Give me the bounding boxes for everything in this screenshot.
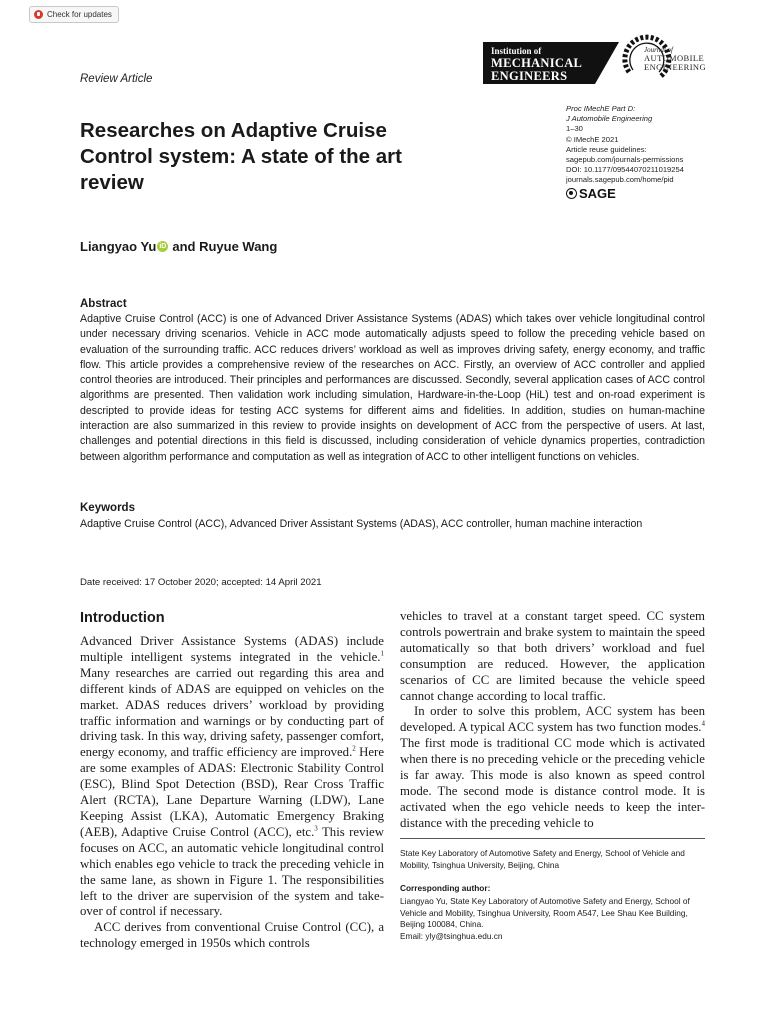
abstract-heading: Abstract bbox=[80, 298, 127, 310]
sage-logo-icon bbox=[566, 188, 577, 199]
author-list bbox=[80, 239, 277, 254]
journal-name-line2: ENGINEERING bbox=[644, 62, 706, 72]
corresponding-author-heading: Corresponding author: bbox=[400, 883, 491, 893]
body-column-left bbox=[80, 634, 384, 952]
article-title: Researches on Adaptive Cruise Control system: A state of the art review bbox=[80, 119, 402, 194]
citation-ref[interactable]: 4 bbox=[701, 720, 705, 729]
check-for-updates-button[interactable] bbox=[29, 6, 119, 23]
intro-paragraph-1 bbox=[80, 634, 384, 920]
citation-ref[interactable]: 3 bbox=[314, 824, 318, 833]
author-affiliation: State Key Laboratory of Automotive Safety and Energy, School of Vehicle and Mobility, Tsinghua University, Beijing, China bbox=[400, 848, 685, 870]
text-run: In order to solve this problem, ACC system has been developed. A typical ACC system has two function modes. bbox=[400, 704, 705, 735]
text-run: This review focuses on ACC, an automatic vehicle longitudinal control which enables ego vehicle to track the preceding vehicle in the same lane, as shown in Figure 1. The responsibilities left to the driver are supervision of the system and take-over of control if necessary. bbox=[80, 824, 384, 919]
article-type: Review Article bbox=[80, 73, 153, 85]
journal-logo-text bbox=[644, 46, 724, 72]
author-first: Liangyao Yu bbox=[80, 239, 157, 254]
body-column-right bbox=[400, 609, 705, 832]
intro-paragraph-2: ACC derives from conventional Cruise Control (CC), a technology emerged in 1950s which controls bbox=[80, 920, 384, 951]
sage-logo-text: SAGE bbox=[579, 186, 616, 201]
check-for-updates-icon bbox=[34, 10, 43, 19]
page-range: 1–30 bbox=[566, 124, 583, 134]
orcid-icon[interactable]: iD bbox=[159, 243, 167, 250]
journal-prefix: Journal of bbox=[644, 46, 673, 54]
keywords-text: Adaptive Cruise Control (ACC), Advanced Driver Assistant Systems (ADAS), ACC controller, human machine interaction bbox=[80, 518, 643, 530]
imeche-logo-line1: Institution of bbox=[491, 46, 542, 56]
author-rest: and Ruyue Wang bbox=[172, 239, 278, 254]
text-run: The first mode is traditional CC mode which is activated when there is no preceding vehicle or the preceding vehicle is far away. This mode is also known as speed control mode. The second mode is distance control mode. It is activated when the ego vehicle needs to keep the inter-distance with the preceding vehicle to bbox=[400, 736, 705, 830]
imeche-logo-line3: ENGINEERS bbox=[491, 69, 568, 83]
imeche-logo bbox=[483, 42, 619, 84]
citation-ref[interactable]: 2 bbox=[352, 745, 356, 754]
intro-paragraph-2-cont: vehicles to travel at a constant target speed. CC system controls powertrain and brake system to maintain the speed automatically so that both drivers’ workload and fuel consumption are reduced. However, the application scenarios of CC are limited because the vehicle speed cannot change according to local traffic. bbox=[400, 609, 705, 703]
corresponding-author-details bbox=[400, 896, 710, 942]
corresponding-author-address: Liangyao Yu, State Key Laboratory of Automotive Safety and Energy, School of Vehicle and Mobility, Tsinghua University, Room A547, Lee Shau Kee Building, Beijing 100084, China. bbox=[400, 896, 690, 930]
journal-citation: Proc IMechE Part D: bbox=[566, 104, 636, 113]
citation-ref[interactable]: 1 bbox=[380, 649, 384, 658]
sage-logo bbox=[566, 186, 616, 201]
abstract-text: Adaptive Cruise Control (ACC) is one of Advanced Driver Assistance Systems (ADAS) which takes over vehicle longitudinal control under necessary driving scenarios. Vehicle in ACC mode automatically adjusts speed to follow the preceding vehicle based on evaluation of the surrounding traffic. ACC reduces drivers’ workload as well as improves driving safety, energy economy, and traffic flow. This article provides a comprehensive review of the researches on ACC. Firstly, an overview of ACC controller and applied control theories are introduced. Their principles and performances are discussed. Secondly, several application cases of ACC control algorithms are presented. Then validation work including simulation, Hardware-in-the-Loop (HiL) test and on-road experiment is descripted to provide ideas for testing ACC systems for different aims and fidelities. In addition, studies on human-machine interaction are also summarized in this review to provide insights on development of ACC from the perspective of users. At last, challenges and potential directions in this field is discussed, including consideration of vehicle dynamics properties, contradiction between algorithm performance and computation as well as integration of ACC to other intelligent functions on vehicles. bbox=[80, 313, 705, 463]
journal-name-line1: AUTOMOBILE bbox=[644, 53, 705, 63]
journal-citation-2: J Automobile Engineering bbox=[566, 114, 653, 124]
text-run: Many researches are carried out regarding this area and different kinds of ADAS are equipped on vehicles on the market. ADAS reduces drivers’ workload by providing traffic information and warnings or by conducting part of driving task. In this way, driving safety, passenger comfort, energy economy, and traffic efficiency are improved. bbox=[80, 665, 384, 760]
doi-link[interactable]: DOI: 10.1177/09544070211019254 bbox=[566, 165, 684, 175]
keywords-heading: Keywords bbox=[80, 502, 135, 514]
date-received: Date received: 17 October 2020; accepted: 14 April 2021 bbox=[80, 577, 322, 588]
text-run: Advanced Driver Assistance Systems (ADAS) include multiple intelligent systems integrated in the vehicle. bbox=[80, 634, 384, 664]
intro-paragraph-3 bbox=[400, 704, 705, 831]
text-run: Here are some examples of ADAS: Electronic Stability Control (ESC), Blind Spot Detection (BSD), Rear Cross Traffic Alert (RCTA), Lane Departure Warning (LDW), Lane Keeping Assist (LKA), Automatic Emergency Braking (AEB), Adaptive Cruise Control (ACC), etc. bbox=[80, 745, 384, 839]
reuse-link[interactable]: sagepub.com/journals-permissions bbox=[566, 155, 684, 165]
imeche-logo-line2: MECHANICAL bbox=[491, 56, 583, 70]
copyright: © IMechE 2021 bbox=[566, 134, 619, 144]
reuse-label: Article reuse guidelines: bbox=[566, 144, 647, 154]
journal-home-link[interactable]: journals.sagepub.com/home/pid bbox=[566, 175, 674, 185]
introduction-heading: Introduction bbox=[80, 610, 165, 626]
check-for-updates-label: Check for updates bbox=[47, 10, 112, 19]
corresponding-author-email[interactable]: Email: yly@tsinghua.edu.cn bbox=[400, 930, 503, 941]
article-metadata bbox=[566, 104, 684, 186]
footnote-divider bbox=[400, 838, 705, 839]
